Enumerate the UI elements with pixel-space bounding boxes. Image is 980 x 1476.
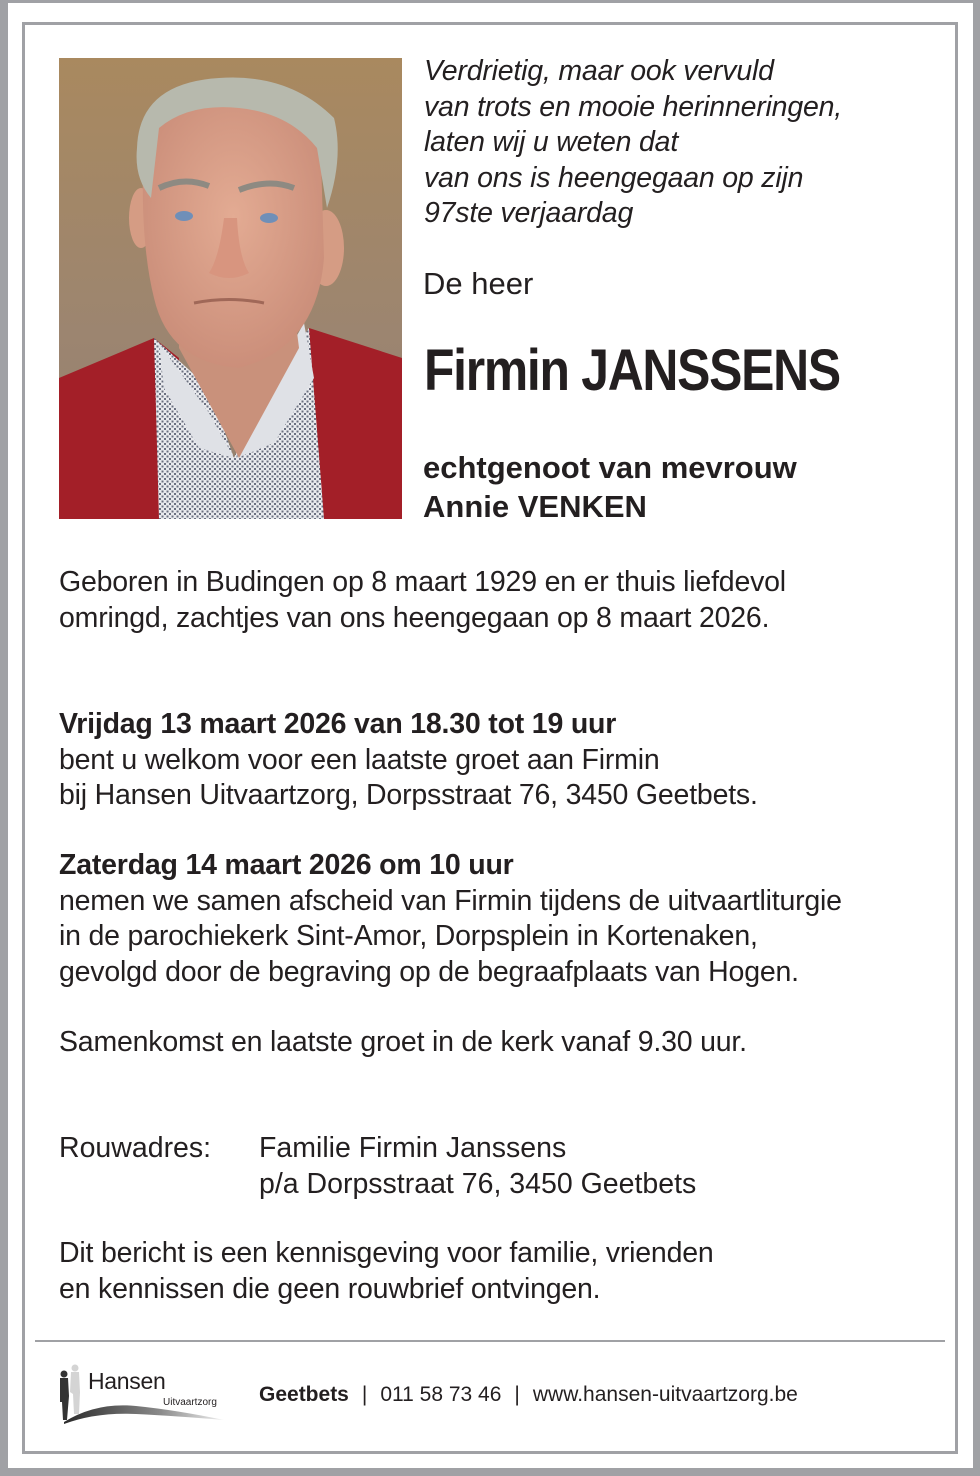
birth-death-statement xyxy=(59,565,939,636)
intro-line: van trots en mooie herinneringen, xyxy=(424,90,842,123)
spouse-info xyxy=(423,448,797,526)
contact-info xyxy=(259,1383,798,1407)
spouse-relation: echtgenoot van mevrouw xyxy=(423,450,797,485)
text-line: Geboren in Budingen op 8 maart 1929 en er thuis liefdevol xyxy=(59,566,786,598)
text-line: bij Hansen Uitvaartzorg, Dorpsstraat 76, 3450 Geetbets. xyxy=(59,779,758,811)
address-line: p/a Dorpsstraat 76, 3450 Geetbets xyxy=(259,1168,697,1200)
contact-website-link[interactable]: www.hansen-uitvaartzorg.be xyxy=(532,1383,798,1406)
separator: | xyxy=(361,1383,368,1406)
deceased-name: Firmin JANSSENS xyxy=(424,338,840,403)
text-line: omringd, zachtjes van ons heengegaan op 8 maart 2026. xyxy=(59,601,770,634)
intro-line: Verdrietig, maar ook vervuld xyxy=(424,55,774,87)
notice-text xyxy=(59,1236,939,1307)
separator: | xyxy=(514,1383,520,1406)
text-line: Dit bericht is een kennisgeving voor familie, vrienden xyxy=(59,1237,714,1269)
address-label: Rouwadres: xyxy=(59,1132,212,1164)
intro-verse xyxy=(424,54,944,232)
text-line: nemen we samen afscheid van Firmin tijdens de uitvaartliturgie xyxy=(59,884,842,917)
event-heading: Vrijdag 13 maart 2026 van 18.30 tot 19 uur xyxy=(59,708,617,740)
event-viewing xyxy=(59,707,939,814)
event-funeral xyxy=(59,848,939,990)
text-line: Samenkomst en laatste groet in de kerk vanaf 9.30 uur. xyxy=(59,1026,747,1058)
honorific: De heer xyxy=(423,266,534,301)
mourning-address xyxy=(59,1130,696,1202)
footer xyxy=(56,1362,936,1428)
address-line: Familie Firmin Janssens xyxy=(259,1132,567,1164)
intro-line: van ons is heengegaan op zijn xyxy=(424,161,804,194)
text-line: gevolgd door de begraving op de begraafplaats van Hogen. xyxy=(59,955,799,988)
contact-phone[interactable]: 011 58 73 46 xyxy=(380,1383,502,1406)
portrait-illustration xyxy=(59,58,402,519)
address-lines xyxy=(259,1130,696,1202)
text-line: in de parochiekerk Sint-Amor, Dorpsplein in Kortenaken, xyxy=(59,920,758,952)
text-line: bent u welkom voor een laatste groet aan Firmin xyxy=(59,743,660,776)
spouse-name: Annie VENKEN xyxy=(423,489,647,524)
footer-divider xyxy=(35,1340,945,1342)
event-heading: Zaterdag 14 maart 2026 om 10 uur xyxy=(59,849,514,881)
portrait-photo xyxy=(59,58,402,519)
intro-line: 97ste verjaardag xyxy=(424,197,634,229)
logo-name: Hansen xyxy=(88,1368,166,1394)
text-line: en kennissen die geen rouwbrief ontvingen. xyxy=(59,1272,601,1305)
funeral-home-logo xyxy=(56,1362,231,1428)
gathering-note xyxy=(59,1025,939,1061)
contact-city: Geetbets xyxy=(259,1383,349,1406)
intro-line: laten wij u weten dat xyxy=(424,126,679,158)
logo-subtitle: Uitvaartzorg xyxy=(163,1397,217,1408)
